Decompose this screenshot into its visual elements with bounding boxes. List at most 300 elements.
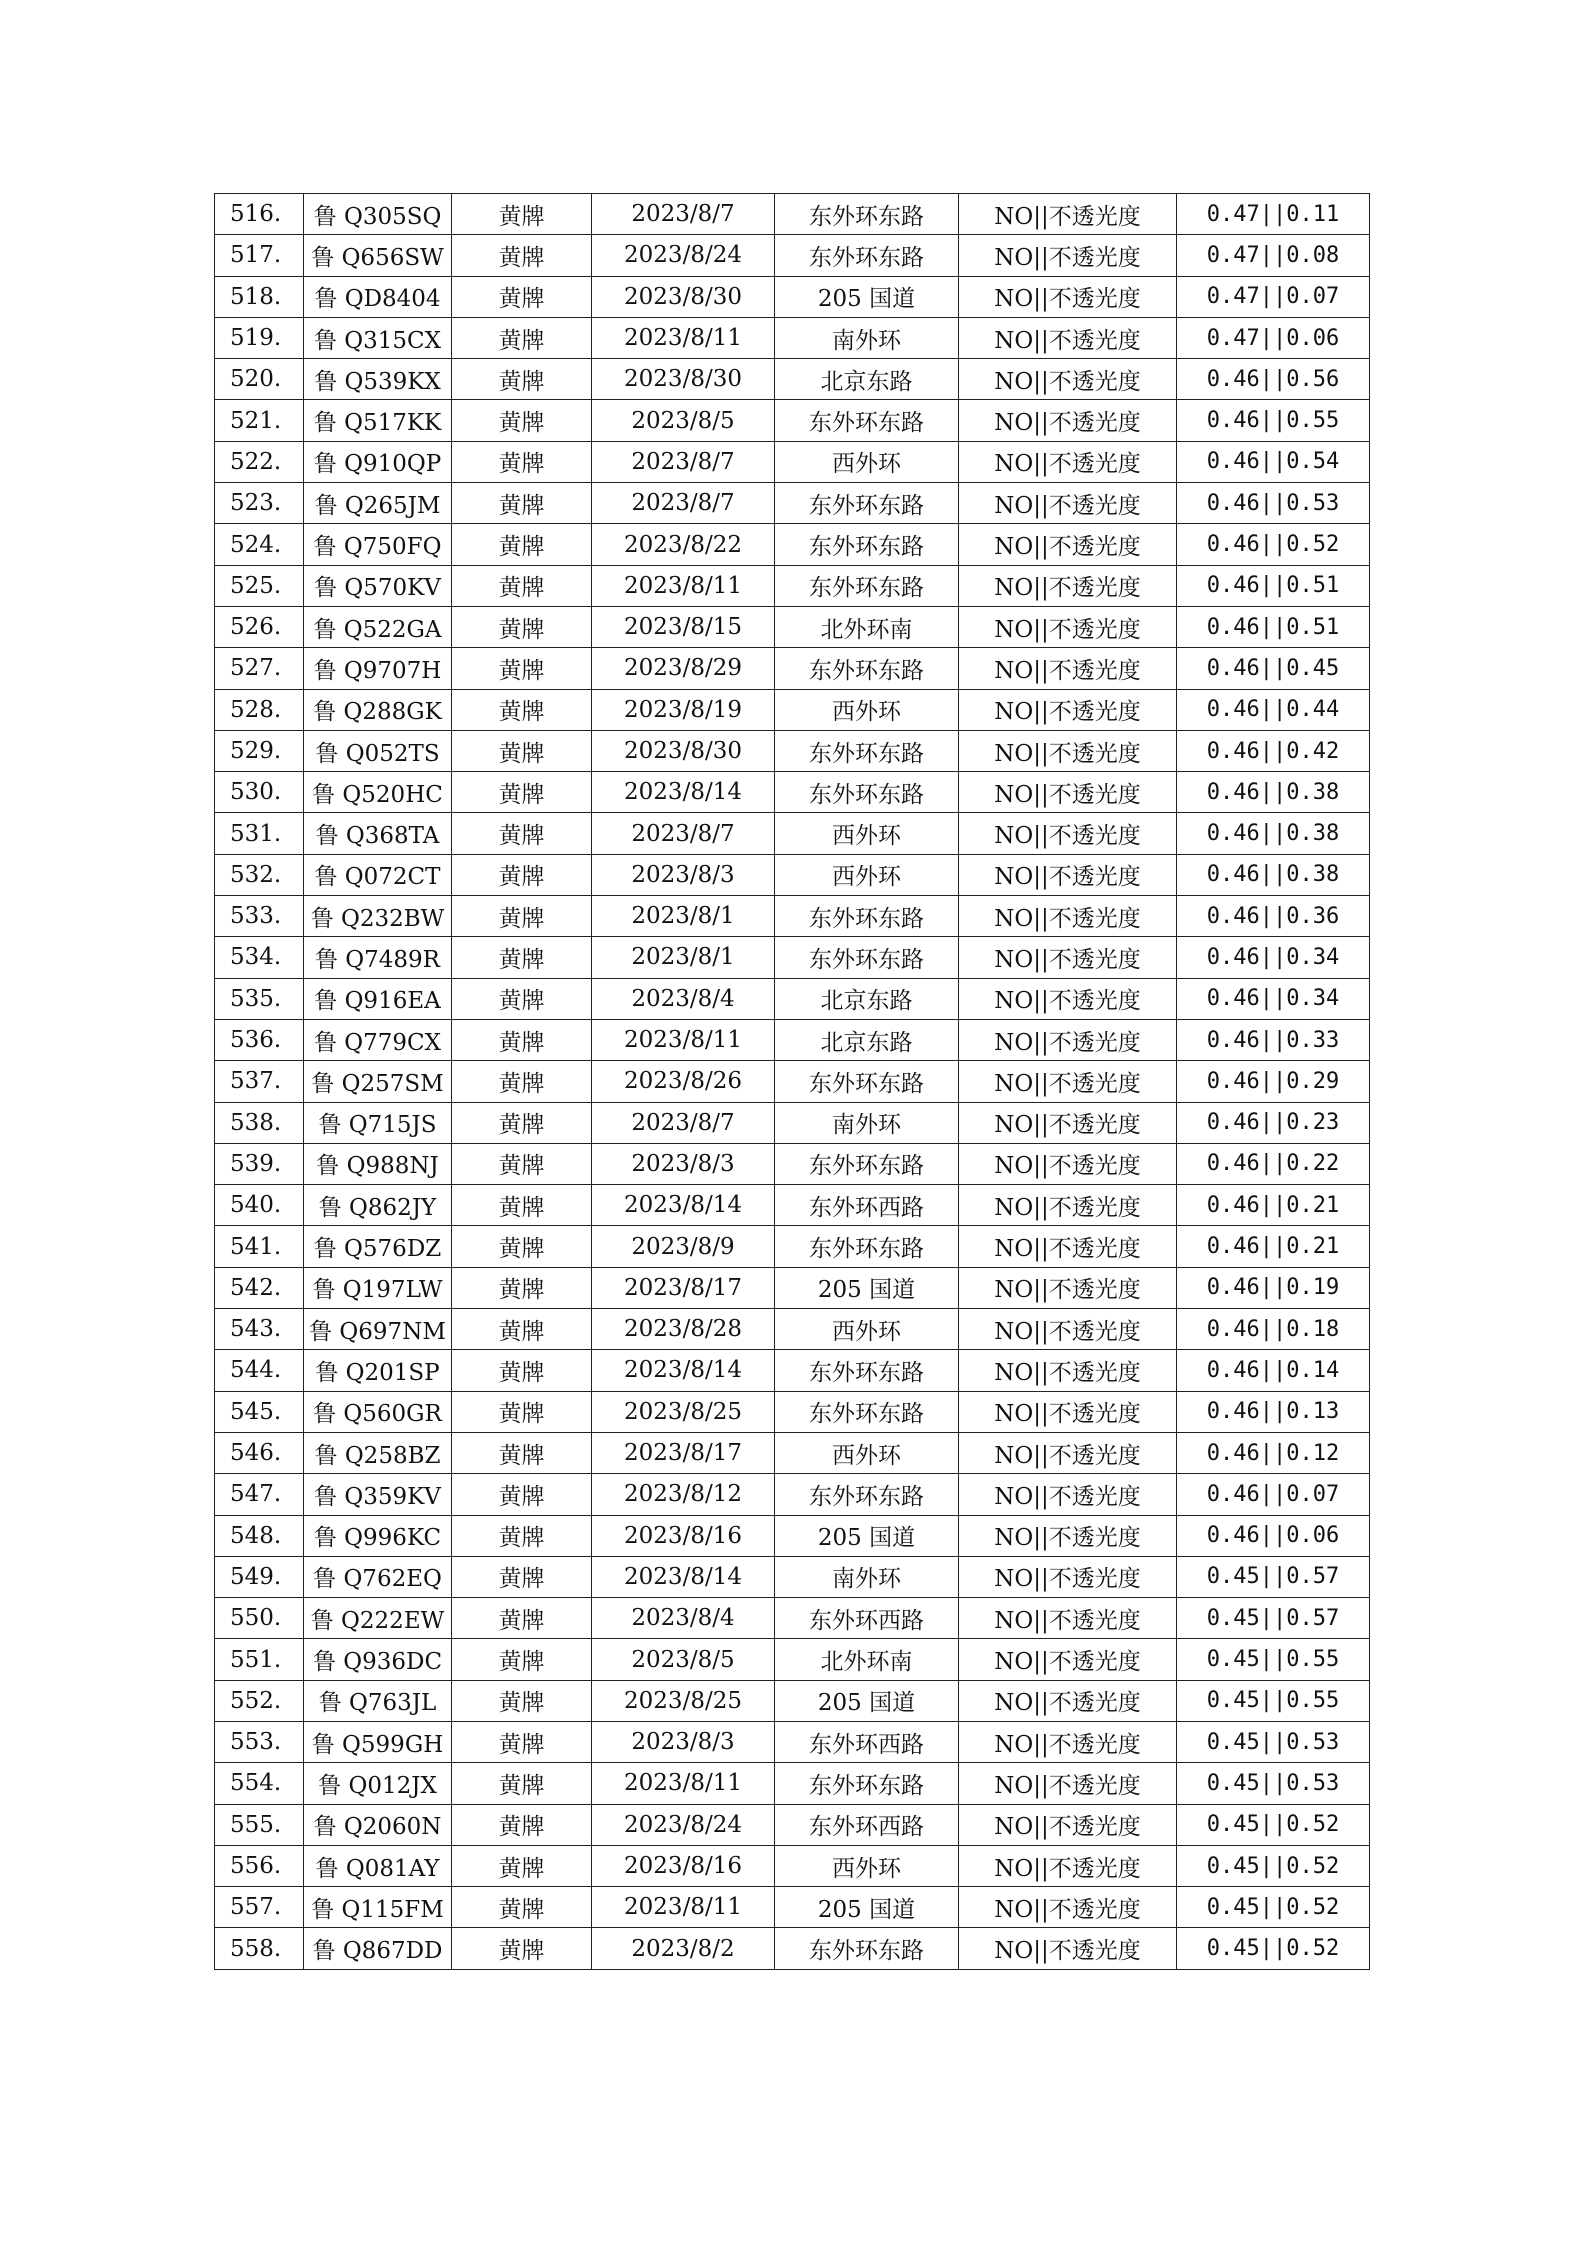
cell-inspection-date: 2023/8/7 [592,441,775,482]
table-row [215,524,1370,565]
cell-test-item: NO||不透光度 [959,359,1177,400]
cell-inspection-date: 2023/8/7 [592,483,775,524]
cell-location: 东外环东路 [775,896,959,937]
cell-row-index: 546. [215,1432,304,1473]
cell-inspection-date: 2023/8/30 [592,276,775,317]
cell-plate-number: 鲁 Q988NJ [304,1143,452,1184]
cell-plate-number: 鲁 Q656SW [304,235,452,276]
table-row [215,1061,1370,1102]
records-table-body [215,194,1370,1970]
cell-plate-number: 鲁 Q599GH [304,1721,452,1762]
cell-test-item: NO||不透光度 [959,441,1177,482]
table-row [215,689,1370,730]
cell-row-index: 551. [215,1639,304,1680]
cell-inspection-date: 2023/8/14 [592,1185,775,1226]
cell-inspection-date: 2023/8/29 [592,648,775,689]
cell-plate-number: 鲁 Q232BW [304,896,452,937]
cell-test-values: 0.46||0.56 [1177,359,1370,400]
cell-row-index: 522. [215,441,304,482]
cell-location: 北京东路 [775,978,959,1019]
cell-row-index: 531. [215,813,304,854]
cell-test-values: 0.46||0.21 [1177,1226,1370,1267]
cell-plate-number: 鲁 Q222EW [304,1598,452,1639]
cell-location: 西外环 [775,441,959,482]
cell-plate-number: 鲁 Q115FM [304,1887,452,1928]
cell-location: 205 国道 [775,1887,959,1928]
cell-plate-color: 黄牌 [452,1845,592,1886]
cell-test-values: 0.46||0.22 [1177,1143,1370,1184]
table-row [215,483,1370,524]
cell-row-index: 541. [215,1226,304,1267]
cell-inspection-date: 2023/8/19 [592,689,775,730]
cell-test-values: 0.45||0.55 [1177,1639,1370,1680]
cell-test-values: 0.47||0.07 [1177,276,1370,317]
cell-location: 东外环东路 [775,730,959,771]
cell-row-index: 532. [215,854,304,895]
cell-plate-number: 鲁 Q570KV [304,565,452,606]
cell-plate-color: 黄牌 [452,606,592,647]
cell-test-item: NO||不透光度 [959,1391,1177,1432]
cell-row-index: 547. [215,1474,304,1515]
cell-plate-color: 黄牌 [452,1309,592,1350]
cell-plate-color: 黄牌 [452,317,592,358]
table-row [215,1474,1370,1515]
cell-test-values: 0.45||0.53 [1177,1721,1370,1762]
table-row [215,441,1370,482]
cell-plate-number: 鲁 Q517KK [304,400,452,441]
table-row [215,317,1370,358]
cell-test-values: 0.45||0.52 [1177,1928,1370,1969]
cell-test-item: NO||不透光度 [959,1432,1177,1473]
cell-inspection-date: 2023/8/24 [592,1804,775,1845]
cell-row-index: 540. [215,1185,304,1226]
table-row [215,1267,1370,1308]
cell-test-values: 0.45||0.52 [1177,1804,1370,1845]
cell-location: 东外环东路 [775,1061,959,1102]
cell-row-index: 556. [215,1845,304,1886]
cell-test-item: NO||不透光度 [959,1887,1177,1928]
cell-location: 东外环东路 [775,772,959,813]
cell-location: 东外环东路 [775,648,959,689]
cell-test-values: 0.46||0.34 [1177,978,1370,1019]
cell-plate-color: 黄牌 [452,854,592,895]
cell-location: 东外环东路 [775,1226,959,1267]
cell-test-values: 0.45||0.52 [1177,1845,1370,1886]
cell-inspection-date: 2023/8/3 [592,1143,775,1184]
cell-test-item: NO||不透光度 [959,1556,1177,1597]
cell-plate-color: 黄牌 [452,937,592,978]
cell-plate-number: 鲁 Q697NM [304,1309,452,1350]
cell-location: 西外环 [775,854,959,895]
cell-row-index: 520. [215,359,304,400]
cell-location: 205 国道 [775,1680,959,1721]
cell-plate-number: 鲁 Q522GA [304,606,452,647]
cell-test-item: NO||不透光度 [959,606,1177,647]
cell-row-index: 554. [215,1763,304,1804]
cell-test-item: NO||不透光度 [959,1226,1177,1267]
cell-inspection-date: 2023/8/9 [592,1226,775,1267]
cell-inspection-date: 2023/8/30 [592,730,775,771]
cell-inspection-date: 2023/8/11 [592,1763,775,1804]
cell-row-index: 517. [215,235,304,276]
cell-test-values: 0.47||0.11 [1177,194,1370,235]
cell-plate-color: 黄牌 [452,689,592,730]
cell-inspection-date: 2023/8/11 [592,1019,775,1060]
cell-location: 东外环东路 [775,1391,959,1432]
table-row [215,1185,1370,1226]
cell-plate-number: 鲁 Q305SQ [304,194,452,235]
cell-test-values: 0.46||0.42 [1177,730,1370,771]
cell-test-values: 0.46||0.07 [1177,1474,1370,1515]
cell-inspection-date: 2023/8/4 [592,1598,775,1639]
cell-plate-number: 鲁 Q012JX [304,1763,452,1804]
cell-test-item: NO||不透光度 [959,194,1177,235]
cell-inspection-date: 2023/8/11 [592,1887,775,1928]
cell-row-index: 558. [215,1928,304,1969]
cell-row-index: 553. [215,1721,304,1762]
cell-location: 西外环 [775,813,959,854]
cell-plate-number: 鲁 Q762EQ [304,1556,452,1597]
cell-plate-number: 鲁 Q072CT [304,854,452,895]
table-row [215,1350,1370,1391]
cell-test-values: 0.47||0.08 [1177,235,1370,276]
cell-test-values: 0.45||0.55 [1177,1680,1370,1721]
table-row [215,1432,1370,1473]
cell-row-index: 527. [215,648,304,689]
cell-plate-number: 鲁 Q936DC [304,1639,452,1680]
cell-test-values: 0.46||0.44 [1177,689,1370,730]
cell-test-item: NO||不透光度 [959,978,1177,1019]
records-table [214,193,1370,1970]
cell-inspection-date: 2023/8/15 [592,606,775,647]
cell-test-item: NO||不透光度 [959,276,1177,317]
cell-plate-number: 鲁 Q315CX [304,317,452,358]
cell-plate-color: 黄牌 [452,1019,592,1060]
cell-row-index: 526. [215,606,304,647]
table-row [215,1639,1370,1680]
cell-test-values: 0.46||0.14 [1177,1350,1370,1391]
table-row [215,235,1370,276]
cell-plate-number: 鲁 Q715JS [304,1102,452,1143]
cell-row-index: 534. [215,937,304,978]
cell-inspection-date: 2023/8/14 [592,1350,775,1391]
cell-location: 西外环 [775,689,959,730]
cell-plate-color: 黄牌 [452,1391,592,1432]
cell-row-index: 524. [215,524,304,565]
cell-inspection-date: 2023/8/17 [592,1267,775,1308]
cell-plate-color: 黄牌 [452,1680,592,1721]
cell-location: 西外环 [775,1309,959,1350]
table-row [215,276,1370,317]
cell-location: 东外环东路 [775,937,959,978]
cell-row-index: 549. [215,1556,304,1597]
cell-location: 北京东路 [775,359,959,400]
cell-plate-number: 鲁 Q916EA [304,978,452,1019]
cell-plate-number: 鲁 Q288GK [304,689,452,730]
cell-location: 东外环东路 [775,1350,959,1391]
cell-inspection-date: 2023/8/7 [592,1102,775,1143]
cell-inspection-date: 2023/8/2 [592,1928,775,1969]
cell-plate-number: 鲁 Q996KC [304,1515,452,1556]
cell-inspection-date: 2023/8/1 [592,937,775,978]
cell-test-values: 0.46||0.45 [1177,648,1370,689]
cell-plate-color: 黄牌 [452,1804,592,1845]
cell-test-values: 0.45||0.57 [1177,1556,1370,1597]
cell-test-values: 0.46||0.51 [1177,565,1370,606]
cell-plate-color: 黄牌 [452,1639,592,1680]
cell-row-index: 550. [215,1598,304,1639]
cell-test-item: NO||不透光度 [959,483,1177,524]
cell-test-values: 0.46||0.38 [1177,813,1370,854]
table-row [215,896,1370,937]
cell-plate-color: 黄牌 [452,1598,592,1639]
cell-test-values: 0.46||0.06 [1177,1515,1370,1556]
table-row [215,1763,1370,1804]
cell-test-values: 0.45||0.53 [1177,1763,1370,1804]
cell-plate-color: 黄牌 [452,441,592,482]
cell-plate-color: 黄牌 [452,978,592,1019]
cell-test-values: 0.46||0.19 [1177,1267,1370,1308]
cell-plate-number: 鲁 Q576DZ [304,1226,452,1267]
cell-plate-number: 鲁 Q201SP [304,1350,452,1391]
cell-test-item: NO||不透光度 [959,1143,1177,1184]
cell-plate-number: 鲁 Q750FQ [304,524,452,565]
cell-plate-color: 黄牌 [452,1721,592,1762]
cell-inspection-date: 2023/8/4 [592,978,775,1019]
cell-location: 205 国道 [775,1515,959,1556]
cell-test-item: NO||不透光度 [959,1061,1177,1102]
cell-location: 东外环东路 [775,1763,959,1804]
table-row [215,194,1370,235]
cell-plate-color: 黄牌 [452,400,592,441]
cell-row-index: 535. [215,978,304,1019]
cell-plate-number: 鲁 Q2060N [304,1804,452,1845]
table-row [215,1391,1370,1432]
table-row [215,813,1370,854]
cell-test-values: 0.46||0.53 [1177,483,1370,524]
cell-plate-color: 黄牌 [452,1102,592,1143]
cell-plate-color: 黄牌 [452,1432,592,1473]
cell-location: 东外环东路 [775,524,959,565]
cell-inspection-date: 2023/8/14 [592,772,775,813]
cell-plate-number: 鲁 Q265JM [304,483,452,524]
cell-plate-number: 鲁 Q257SM [304,1061,452,1102]
cell-test-item: NO||不透光度 [959,317,1177,358]
cell-test-item: NO||不透光度 [959,689,1177,730]
cell-location: 东外环东路 [775,1928,959,1969]
cell-test-values: 0.46||0.23 [1177,1102,1370,1143]
table-row [215,1928,1370,1969]
cell-test-item: NO||不透光度 [959,1309,1177,1350]
cell-test-values: 0.46||0.51 [1177,606,1370,647]
cell-plate-color: 黄牌 [452,1350,592,1391]
cell-test-item: NO||不透光度 [959,1515,1177,1556]
cell-location: 东外环东路 [775,565,959,606]
cell-inspection-date: 2023/8/22 [592,524,775,565]
cell-test-values: 0.46||0.38 [1177,854,1370,895]
cell-row-index: 542. [215,1267,304,1308]
table-row [215,359,1370,400]
cell-test-item: NO||不透光度 [959,1845,1177,1886]
cell-test-item: NO||不透光度 [959,565,1177,606]
cell-inspection-date: 2023/8/3 [592,1721,775,1762]
table-row [215,565,1370,606]
cell-location: 南外环 [775,1102,959,1143]
table-row [215,937,1370,978]
cell-test-item: NO||不透光度 [959,730,1177,771]
cell-location: 西外环 [775,1845,959,1886]
cell-plate-number: 鲁 Q081AY [304,1845,452,1886]
cell-inspection-date: 2023/8/24 [592,235,775,276]
cell-location: 205 国道 [775,276,959,317]
cell-inspection-date: 2023/8/5 [592,400,775,441]
cell-test-item: NO||不透光度 [959,896,1177,937]
cell-plate-color: 黄牌 [452,235,592,276]
cell-plate-color: 黄牌 [452,896,592,937]
table-row [215,400,1370,441]
cell-test-values: 0.46||0.52 [1177,524,1370,565]
cell-plate-number: 鲁 Q862JY [304,1185,452,1226]
cell-plate-color: 黄牌 [452,1556,592,1597]
cell-test-item: NO||不透光度 [959,648,1177,689]
cell-location: 东外环西路 [775,1598,959,1639]
cell-test-item: NO||不透光度 [959,524,1177,565]
cell-location: 北外环南 [775,606,959,647]
cell-test-item: NO||不透光度 [959,1680,1177,1721]
cell-plate-number: 鲁 Q368TA [304,813,452,854]
cell-test-item: NO||不透光度 [959,400,1177,441]
cell-plate-number: 鲁 Q763JL [304,1680,452,1721]
cell-location: 东外环东路 [775,400,959,441]
cell-inspection-date: 2023/8/16 [592,1845,775,1886]
cell-inspection-date: 2023/8/3 [592,854,775,895]
cell-location: 东外环西路 [775,1804,959,1845]
cell-row-index: 538. [215,1102,304,1143]
cell-plate-color: 黄牌 [452,772,592,813]
cell-test-item: NO||不透光度 [959,813,1177,854]
cell-test-item: NO||不透光度 [959,1019,1177,1060]
cell-location: 东外环东路 [775,483,959,524]
cell-plate-color: 黄牌 [452,194,592,235]
cell-test-values: 0.46||0.12 [1177,1432,1370,1473]
cell-test-values: 0.46||0.33 [1177,1019,1370,1060]
table-row [215,1721,1370,1762]
cell-location: 东外环西路 [775,1721,959,1762]
table-row [215,1556,1370,1597]
cell-plate-color: 黄牌 [452,565,592,606]
cell-row-index: 557. [215,1887,304,1928]
cell-plate-number: 鲁 Q867DD [304,1928,452,1969]
table-row [215,606,1370,647]
cell-plate-color: 黄牌 [452,1185,592,1226]
cell-row-index: 525. [215,565,304,606]
cell-inspection-date: 2023/8/11 [592,565,775,606]
cell-location: 东外环西路 [775,1185,959,1226]
table-row [215,1019,1370,1060]
cell-plate-color: 黄牌 [452,648,592,689]
cell-test-values: 0.46||0.36 [1177,896,1370,937]
cell-test-values: 0.46||0.55 [1177,400,1370,441]
cell-location: 南外环 [775,317,959,358]
cell-inspection-date: 2023/8/5 [592,1639,775,1680]
cell-test-item: NO||不透光度 [959,1185,1177,1226]
cell-row-index: 545. [215,1391,304,1432]
cell-row-index: 519. [215,317,304,358]
cell-test-values: 0.46||0.29 [1177,1061,1370,1102]
cell-row-index: 521. [215,400,304,441]
cell-plate-color: 黄牌 [452,730,592,771]
cell-test-item: NO||不透光度 [959,1763,1177,1804]
cell-row-index: 537. [215,1061,304,1102]
cell-plate-number: 鲁 QD8404 [304,276,452,317]
cell-test-values: 0.46||0.38 [1177,772,1370,813]
cell-inspection-date: 2023/8/26 [592,1061,775,1102]
cell-plate-number: 鲁 Q052TS [304,730,452,771]
cell-test-values: 0.46||0.21 [1177,1185,1370,1226]
cell-location: 北外环南 [775,1639,959,1680]
cell-test-item: NO||不透光度 [959,1102,1177,1143]
cell-plate-number: 鲁 Q258BZ [304,1432,452,1473]
cell-row-index: 528. [215,689,304,730]
cell-plate-color: 黄牌 [452,1226,592,1267]
table-row [215,1680,1370,1721]
cell-inspection-date: 2023/8/30 [592,359,775,400]
cell-test-item: NO||不透光度 [959,1267,1177,1308]
table-row [215,772,1370,813]
cell-test-item: NO||不透光度 [959,1639,1177,1680]
cell-row-index: 552. [215,1680,304,1721]
table-row [215,1804,1370,1845]
cell-plate-color: 黄牌 [452,359,592,400]
cell-test-item: NO||不透光度 [959,1721,1177,1762]
cell-inspection-date: 2023/8/14 [592,1556,775,1597]
cell-plate-color: 黄牌 [452,524,592,565]
cell-inspection-date: 2023/8/7 [592,813,775,854]
cell-inspection-date: 2023/8/17 [592,1432,775,1473]
cell-location: 南外环 [775,1556,959,1597]
cell-plate-color: 黄牌 [452,1061,592,1102]
cell-plate-color: 黄牌 [452,1928,592,1969]
cell-location: 东外环东路 [775,1143,959,1184]
cell-test-item: NO||不透光度 [959,235,1177,276]
cell-test-item: NO||不透光度 [959,1474,1177,1515]
cell-inspection-date: 2023/8/7 [592,194,775,235]
cell-row-index: 536. [215,1019,304,1060]
table-row [215,978,1370,1019]
cell-location: 东外环东路 [775,194,959,235]
cell-plate-color: 黄牌 [452,276,592,317]
cell-test-values: 0.46||0.34 [1177,937,1370,978]
cell-location: 西外环 [775,1432,959,1473]
cell-test-values: 0.47||0.06 [1177,317,1370,358]
cell-plate-number: 鲁 Q520HC [304,772,452,813]
cell-plate-color: 黄牌 [452,1763,592,1804]
cell-plate-color: 黄牌 [452,483,592,524]
table-row [215,854,1370,895]
cell-plate-number: 鲁 Q539KX [304,359,452,400]
table-row [215,1309,1370,1350]
cell-test-item: NO||不透光度 [959,937,1177,978]
table-row [215,1143,1370,1184]
cell-test-item: NO||不透光度 [959,772,1177,813]
table-row [215,730,1370,771]
cell-location: 东外环东路 [775,235,959,276]
table-row [215,1226,1370,1267]
table-row [215,1515,1370,1556]
cell-test-values: 0.46||0.54 [1177,441,1370,482]
table-row [215,1102,1370,1143]
cell-row-index: 539. [215,1143,304,1184]
